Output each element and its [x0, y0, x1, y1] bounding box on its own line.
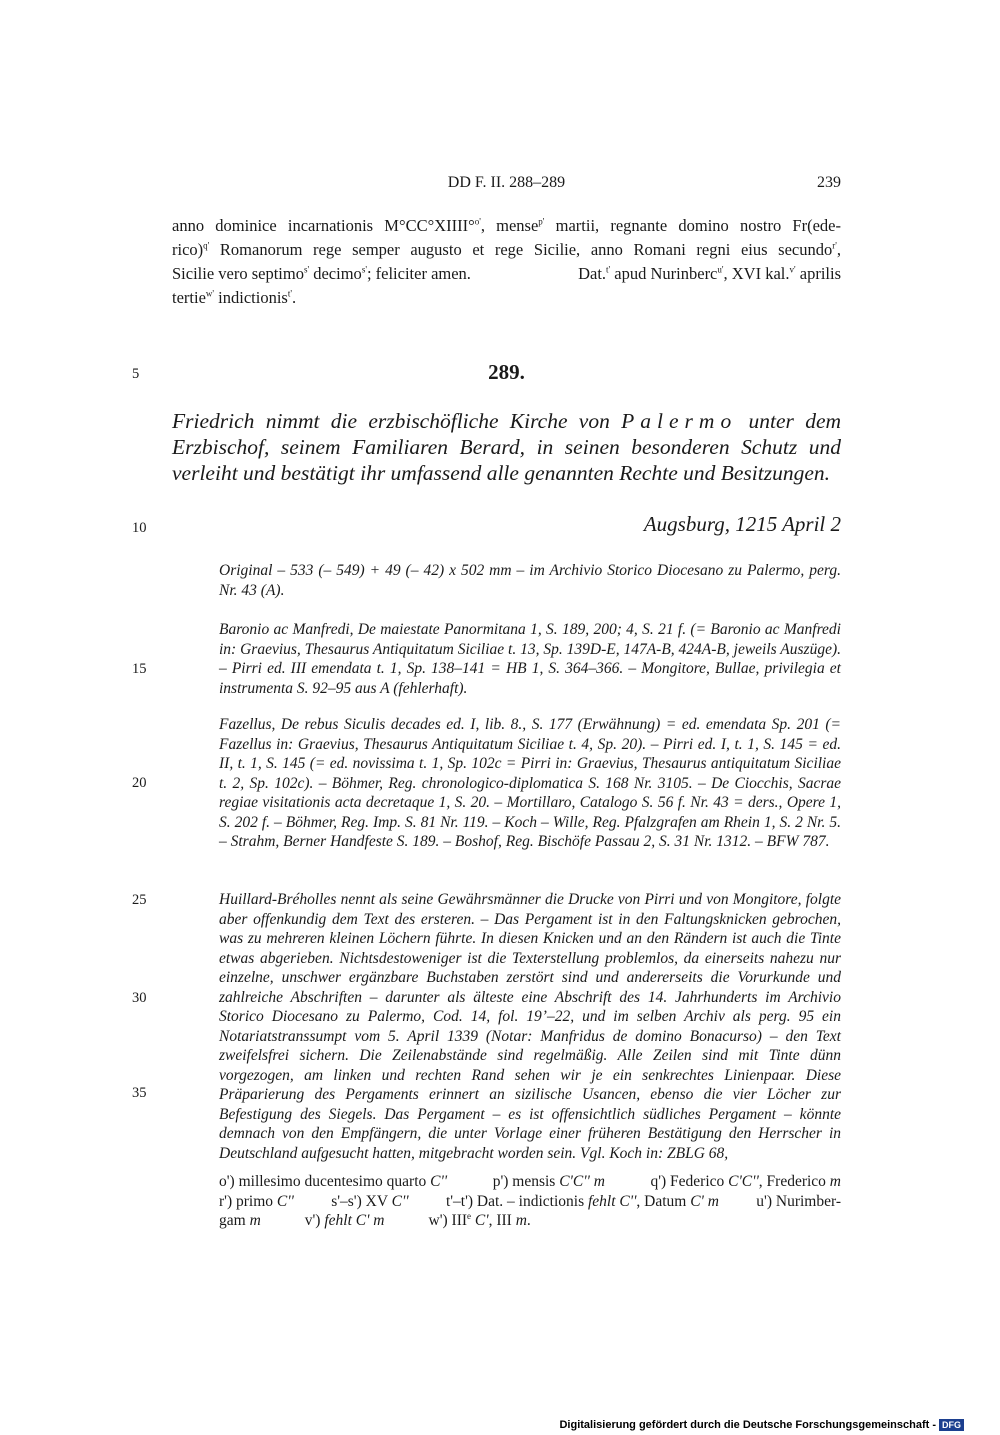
apparatus-line [219, 1192, 841, 1212]
document-summary: Friedrich nimmt die erzbischöfliche Kirche von Palermo unter dem Erzbischof, seinem Familiaren Berard, in seinen besonderen Schutz und verleiht und bestätigt ihr umfassend alle genannten Rechte und Besitzungen. [172, 409, 842, 485]
continuation-text [172, 214, 841, 310]
line-number: 15 [132, 661, 147, 677]
place-name: Palermo [621, 409, 738, 433]
line-number: 35 [132, 1085, 147, 1101]
running-title: DD F. II. 288–289 [447, 174, 566, 191]
line-number: 25 [132, 892, 147, 908]
apparatus-entry: o') millesimo ducentesimo quarto C'' [219, 1173, 448, 1190]
continuation-line: anno dominice incarnationis M°CC°XIIII°$^{o'}$, mense$^{p'}$ martii, regnante domino nostro Fr(ede- [172, 216, 841, 235]
note-original: Original – 533 (– 549) + 49 (– 42) x 502 mm – im Archivio Storico Diocesano zu Palermo, perg. Nr. 43 (A). [219, 562, 841, 599]
apparatus-entry: q') Federico C'C'', Frederico m [650, 1173, 841, 1190]
note-commentary: Huillard-Bréholles nennt als seine Gewährsmänner die Drucke von Pirri und von Mongitore, folgte aber offenkundig dem Text des ersteren. – Das Pergament ist in den Faltungsknicken gebrochen, was zu mehreren kleinen Löchern führte. In diesen Knicken und an den Rändern ist auch die Tinte etwas abgerieben. Nichtsdestoweniger ist die Texterstellung problemlos, da einerseits nahezu nur einzelne, unschwer ergänzbare Buchstaben zerstört sind und andererseits die Vorurkunde und zahlreiche Abschriften – darunter als älteste eine Abschrift des 14. Jahrhunderts im Archivio Storico Diocesano zu Palermo, Cod. 14, fol. 19’–22, und im selben Archiv als perg. 95 ein Notariatstranssumpt vom 5. April 1339 (Notar: Manfridus de domino Bonacurso) – den Text zweifelsfrei sichern. Die Zeilenabstände sind regelmäßig. Alle Zeilen sind mit Tinte dünn vorgezogen, am linken und rechten Rand sehen wir je ein senkrechtes Linienpaar. Diese Präparierung des Pergaments erinnert an sizilische Usancen, ebenso die vier Löcher zur Befestigung des Siegels. Das Pergament – es ist offensichtlich südliches Pergament – könnte demnach von den Empfängern, die unter Vorlage einer früheren Bestätigung den Herrscher in Deutschland aufgesucht hatten, mitgebracht worden sein. Vgl. Koch in: ZBLG 68, [219, 891, 841, 1162]
continuation-line: rico)$^{q'}$ Romanorum rege semper augusto et rege Sicilie, anno Romani regni eius secundo$^{r'}$, [172, 240, 841, 259]
note-editions: Baronio ac Manfredi, De maiestate Panormitana 1, S. 189, 200; 4, S. 21 f. (= Baronio ac Manfredi in: Graevius, Thesaurus Antiquitatum Siciliae t. 13, Sp. 139D-E, 147A-B, 424A-B, jeweils Auszüge). – Pirri ed. III emendata t. 1, Sp. 138–141 = HB 1, S. 364–366. – Mongitore, Bullae, privilegia et instrumenta S. 92–95 aus A (fehlerhaft). [219, 621, 841, 697]
line-number: 20 [132, 775, 147, 791]
running-header [172, 174, 841, 196]
apparatus-entry: gam m [219, 1212, 261, 1229]
apparatus-entry: w') IIIe C', III m. [428, 1210, 531, 1229]
apparatus-line [219, 1172, 841, 1192]
apparatus-line [219, 1211, 841, 1231]
document-number: 289. [488, 360, 525, 384]
line-number: 5 [132, 366, 140, 382]
apparatus-entry: u') Nurimber- [756, 1192, 841, 1210]
credit-text: Digitalisierung gefördert durch die Deutsche Forschungsgemeinschaft - [559, 1419, 936, 1431]
apparatus-entry: v') fehlt C' m [304, 1212, 385, 1229]
page-number: 239 [817, 174, 841, 191]
dateline: Augsburg, 1215 April 2 [643, 512, 841, 536]
dfg-logo: DFG [939, 1419, 964, 1431]
continuation-line: tertie$^{w'}$ indictionis$^{t'}$. [172, 288, 297, 307]
continuation-line: Sicilie vero septimo$^{s'}$ decimo$^{s'}$; feliciter amen. Dat.$^{t'}$ apud Nurinberc$^{u'}$, XVI kal.$^{v'}$ aprilis [172, 264, 841, 283]
apparatus-entry: t'–t') Dat. – indictionis fehlt C'', Datum C' m [445, 1192, 719, 1210]
critical-apparatus [219, 1172, 841, 1231]
apparatus-entry: r') primo C'' [219, 1192, 294, 1210]
line-number: 30 [132, 990, 147, 1006]
note-literature: Fazellus, De rebus Siculis decades ed. I, lib. 8., S. 177 (Erwähnung) = ed. emendata Sp. 201 (= Fazellus in: Graevius, Thesaurus Antiquitatum Siciliae t. 4, Sp. 20). – Pirri ed. I, t. 1, S. 145 = ed. II, t. 1, S. 145 (= ed. novissima t. 1, Sp. 102c = Pirri in: Graevius, Thesaurus antiquitatum Siciliae t. 2, Sp. 102c). – Böhmer, Reg. chronologico-diplomatica S. 168 Nr. 3105. – De Ciocchis, Sacrae regiae visitationis acta decretaque 1, S. 20. – Mortillaro, Catalogo S. 56 f. Nr. 43 = ders., Opere 1, S. 202 f. – Böhmer, Reg. Imp. S. 81 Nr. 119. – Koch – Wille, Reg. Pfalzgrafen am Rhein 1, S. 2 Nr. 5. – Strahm, Berner Handfeste S. 189. – Boshof, Reg. Bischöfe Passau 2, S. 31 Nr. 1312. – BFW 787. [219, 716, 841, 850]
line-number: 10 [132, 520, 147, 536]
digitization-credit [559, 1419, 964, 1431]
apparatus-entry: p') mensis C'C'' m [492, 1173, 605, 1190]
apparatus-entry: s'–s') XV C'' [331, 1192, 409, 1210]
